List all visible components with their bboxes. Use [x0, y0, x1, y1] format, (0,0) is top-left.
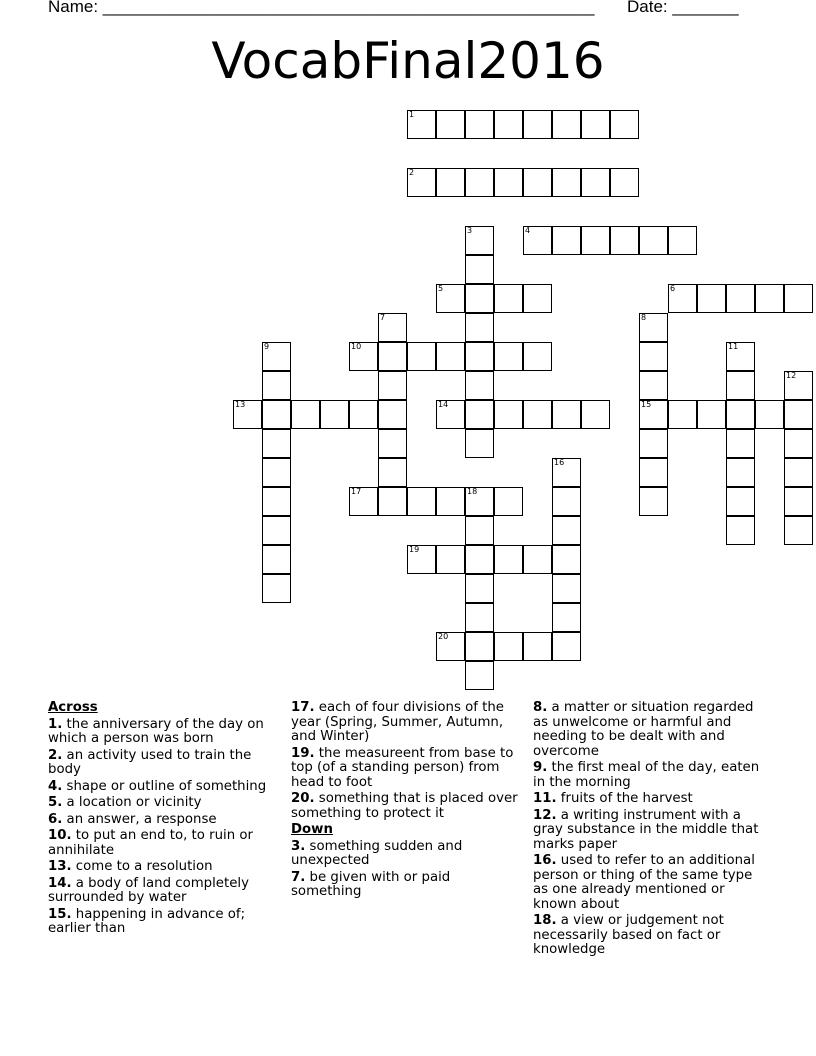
grid-cell[interactable]	[262, 516, 291, 545]
grid-cell[interactable]	[494, 342, 523, 371]
grid-cell[interactable]	[610, 110, 639, 139]
grid-cell[interactable]	[494, 284, 523, 313]
grid-cell[interactable]	[784, 284, 813, 313]
grid-cell[interactable]	[465, 632, 494, 661]
clue-item-text: a view or judgement not necessarily based on fact or knowledge	[533, 913, 724, 957]
grid-cell[interactable]	[378, 487, 407, 516]
clue-item-number: 6.	[48, 811, 63, 827]
grid-cell[interactable]	[581, 226, 610, 255]
grid-cell[interactable]	[349, 487, 378, 516]
grid-cell[interactable]	[349, 342, 378, 371]
clue-item	[291, 701, 523, 745]
clue-item-text: a writing instrument with a gray substance in the middle that marks paper	[533, 807, 759, 852]
grid-cell[interactable]	[668, 400, 697, 429]
clue-item-text: something that is placed over something to protect it	[291, 791, 518, 821]
clue-number: 16	[554, 458, 565, 467]
grid-cell[interactable]	[552, 574, 581, 603]
clue-number: 14	[438, 400, 449, 409]
clue-number: 19	[409, 545, 420, 554]
grid-cell[interactable]	[465, 342, 494, 371]
grid-cell[interactable]	[784, 516, 813, 545]
clue-column-2	[291, 701, 523, 902]
grid-cell[interactable]	[233, 400, 262, 429]
grid-cell[interactable]	[465, 487, 494, 516]
grid-cell[interactable]	[552, 487, 581, 516]
grid-cell[interactable]	[726, 371, 755, 400]
grid-cell[interactable]	[465, 371, 494, 400]
grid-cell[interactable]	[639, 458, 668, 487]
clue-item	[48, 877, 280, 906]
clue-item-number: 10.	[48, 828, 72, 843]
clue-item	[48, 796, 280, 811]
clue-item-number: 11.	[533, 791, 557, 806]
clue-number: 17	[351, 487, 362, 496]
clue-item-number: 4.	[48, 778, 63, 794]
grid-cell[interactable]	[784, 487, 813, 516]
clue-item-text: used to refer to an additional person or thing of the same type as one already mentioned or known about	[533, 853, 755, 912]
grid-cell[interactable]	[784, 371, 813, 400]
clue-number: 2	[409, 168, 415, 177]
grid-cell[interactable]	[668, 226, 697, 255]
grid-cell[interactable]	[610, 226, 639, 255]
grid-cell[interactable]	[320, 400, 349, 429]
clue-item-text: to put an end to, to ruin or annihilate	[48, 828, 253, 858]
grid-cell[interactable]	[610, 168, 639, 197]
grid-cell[interactable]	[494, 487, 523, 516]
grid-cell[interactable]	[755, 284, 784, 313]
grid-cell[interactable]	[523, 545, 552, 574]
grid-cell[interactable]	[552, 545, 581, 574]
clue-item	[533, 914, 765, 958]
grid-cell[interactable]	[552, 400, 581, 429]
clue-item-text: come to a resolution	[75, 859, 213, 874]
clue-number: 18	[467, 487, 478, 496]
clue-item-text: an activity used to train the body	[48, 747, 252, 777]
grid-cell[interactable]	[639, 313, 668, 342]
clue-item	[533, 792, 765, 807]
grid-cell[interactable]	[465, 574, 494, 603]
grid-cell[interactable]	[639, 400, 668, 429]
grid-cell[interactable]	[407, 342, 436, 371]
puzzle-title: VocabFinal2016	[211, 32, 605, 90]
grid-cell[interactable]	[494, 545, 523, 574]
clue-number: 20	[438, 632, 449, 641]
grid-cell[interactable]	[436, 110, 465, 139]
clue-number: 9	[264, 342, 270, 351]
clue-item-text: a location or vicinity	[66, 795, 202, 810]
clue-item-text: a matter or situation regarded as unwelcome or harmful and needing to be dealt with and overcome	[533, 700, 754, 759]
grid-cell[interactable]	[552, 168, 581, 197]
grid-cell[interactable]	[523, 400, 552, 429]
grid-cell[interactable]	[436, 632, 465, 661]
clue-item	[533, 809, 765, 853]
clue-number: 13	[235, 400, 246, 409]
clue-item	[291, 840, 523, 869]
clue-item	[291, 871, 523, 900]
clue-item-number: 18.	[533, 913, 557, 928]
grid-cell[interactable]	[465, 516, 494, 545]
grid-cell[interactable]	[552, 516, 581, 545]
grid-cell[interactable]	[349, 400, 378, 429]
clue-item-text: be given with or paid something	[291, 869, 451, 899]
grid-cell[interactable]	[784, 429, 813, 458]
date-field-label: Date: _______	[627, 0, 739, 16]
grid-cell[interactable]	[726, 516, 755, 545]
grid-cell[interactable]	[494, 632, 523, 661]
grid-cell[interactable]	[465, 226, 494, 255]
grid-cell[interactable]	[465, 603, 494, 632]
grid-cell[interactable]	[378, 371, 407, 400]
grid-cell[interactable]	[726, 429, 755, 458]
grid-cell[interactable]	[465, 661, 494, 690]
clue-item-text: fruits of the harvest	[560, 791, 693, 806]
grid-cell[interactable]	[784, 458, 813, 487]
clue-item	[533, 761, 765, 790]
grid-cell[interactable]	[262, 487, 291, 516]
grid-cell[interactable]	[436, 487, 465, 516]
clue-item-text: the anniversary of the day on which a person was born	[48, 716, 264, 746]
grid-cell[interactable]	[726, 487, 755, 516]
grid-cell[interactable]	[465, 313, 494, 342]
clue-number: 15	[641, 400, 652, 409]
grid-cell[interactable]	[639, 342, 668, 371]
grid-cell[interactable]	[639, 226, 668, 255]
clue-item	[291, 792, 523, 821]
clue-item-number: 14.	[48, 875, 72, 891]
clue-item-text: each of four divisions of the year (Spring, Summer, Autumn, and Winter)	[291, 700, 504, 744]
grid-cell[interactable]	[552, 110, 581, 139]
clue-heading-down: Down	[291, 822, 333, 837]
clue-item-number: 20.	[291, 791, 315, 806]
grid-cell[interactable]	[465, 429, 494, 458]
clue-item-number: 15.	[48, 906, 72, 922]
grid-cell[interactable]	[523, 284, 552, 313]
grid-cell[interactable]	[581, 168, 610, 197]
clue-item	[48, 829, 280, 858]
grid-cell[interactable]	[523, 110, 552, 139]
clue-number: 7	[380, 313, 386, 322]
clue-item-number: 16.	[533, 853, 557, 868]
clue-item	[533, 854, 765, 912]
grid-cell[interactable]	[697, 400, 726, 429]
clue-item	[48, 749, 280, 778]
grid-cell[interactable]	[378, 458, 407, 487]
grid-cell[interactable]	[552, 226, 581, 255]
grid-cell[interactable]	[262, 400, 291, 429]
clue-item	[48, 860, 280, 875]
clue-number: 1	[409, 110, 415, 119]
grid-cell[interactable]	[378, 400, 407, 429]
clue-item-text: a body of land completely surrounded by water	[48, 875, 249, 905]
clue-item-text: happening in advance of; earlier than	[48, 906, 246, 936]
clue-number: 6	[670, 284, 676, 293]
clue-item-text: the first meal of the day, eaten in the morning	[533, 760, 760, 790]
grid-cell[interactable]	[407, 110, 436, 139]
clue-item-number: 17.	[291, 700, 315, 715]
grid-cell[interactable]	[465, 545, 494, 574]
grid-cell[interactable]	[262, 574, 291, 603]
grid-cell[interactable]	[262, 458, 291, 487]
grid-cell[interactable]	[523, 632, 552, 661]
grid-cell[interactable]	[726, 342, 755, 371]
grid-cell[interactable]	[378, 342, 407, 371]
clue-column-3	[533, 701, 765, 960]
grid-cell[interactable]	[639, 371, 668, 400]
clue-item-text: something sudden and unexpected	[291, 838, 463, 868]
grid-cell[interactable]	[262, 429, 291, 458]
grid-cell[interactable]	[523, 226, 552, 255]
clue-item-number: 13.	[48, 859, 72, 874]
grid-cell[interactable]	[552, 458, 581, 487]
clue-item-number: 12.	[533, 807, 557, 823]
grid-cell[interactable]	[262, 371, 291, 400]
grid-cell[interactable]	[494, 400, 523, 429]
clue-item	[48, 780, 280, 795]
grid-cell[interactable]	[552, 603, 581, 632]
clue-number: 8	[641, 313, 647, 322]
grid-cell[interactable]	[552, 632, 581, 661]
grid-cell[interactable]	[378, 313, 407, 342]
clue-number: 10	[351, 342, 362, 351]
clue-item-number: 3.	[291, 838, 306, 854]
grid-cell[interactable]	[523, 168, 552, 197]
grid-cell[interactable]	[436, 284, 465, 313]
grid-cell[interactable]	[581, 110, 610, 139]
clue-number: 3	[467, 226, 473, 235]
clue-item-number: 9.	[533, 760, 548, 775]
clue-item-number: 2.	[48, 747, 63, 763]
clue-item	[48, 718, 280, 747]
grid-cell[interactable]	[436, 400, 465, 429]
grid-cell[interactable]	[523, 342, 552, 371]
grid-cell[interactable]	[291, 400, 320, 429]
clue-number: 5	[438, 284, 444, 293]
clue-number: 4	[525, 226, 531, 235]
grid-cell[interactable]	[436, 168, 465, 197]
name-field-label: Name: ____________________________________________________	[48, 0, 595, 16]
grid-cell[interactable]	[639, 487, 668, 516]
grid-cell[interactable]	[465, 284, 494, 313]
grid-cell[interactable]	[465, 110, 494, 139]
clue-number: 11	[728, 342, 739, 351]
grid-cell[interactable]	[668, 284, 697, 313]
grid-cell[interactable]	[784, 400, 813, 429]
grid-cell[interactable]	[436, 545, 465, 574]
grid-cell[interactable]	[465, 400, 494, 429]
grid-cell[interactable]	[726, 400, 755, 429]
grid-cell[interactable]	[639, 429, 668, 458]
grid-cell[interactable]	[581, 400, 610, 429]
grid-cell[interactable]	[407, 545, 436, 574]
clue-item	[291, 747, 523, 791]
grid-cell[interactable]	[697, 284, 726, 313]
grid-cell[interactable]	[262, 342, 291, 371]
grid-cell[interactable]	[407, 487, 436, 516]
clue-column-1	[48, 701, 280, 939]
clue-item-text: shape or outline of something	[66, 778, 267, 794]
grid-cell[interactable]	[726, 458, 755, 487]
clue-heading-across: Across	[48, 700, 98, 715]
clue-item-number: 8.	[533, 700, 548, 715]
grid-cell[interactable]	[755, 400, 784, 429]
grid-cell[interactable]	[494, 110, 523, 139]
grid-cell[interactable]	[494, 168, 523, 197]
clue-item-text: the measureent from base to top (of a standing person) from head to foot	[291, 745, 514, 790]
grid-cell[interactable]	[378, 429, 407, 458]
clue-item-number: 7.	[291, 869, 306, 885]
grid-cell[interactable]	[465, 168, 494, 197]
clue-item	[48, 908, 280, 937]
clue-item-number: 5.	[48, 795, 63, 810]
grid-cell[interactable]	[262, 545, 291, 574]
clue-item-number: 1.	[48, 716, 63, 732]
grid-cell[interactable]	[436, 342, 465, 371]
clue-item	[533, 701, 765, 759]
clue-number: 12	[786, 371, 797, 380]
clue-item-text: an answer, a response	[66, 811, 217, 827]
grid-cell[interactable]	[465, 255, 494, 284]
grid-cell[interactable]	[726, 284, 755, 313]
clue-item-number: 19.	[291, 745, 315, 761]
clue-item	[48, 813, 280, 828]
grid-cell[interactable]	[407, 168, 436, 197]
